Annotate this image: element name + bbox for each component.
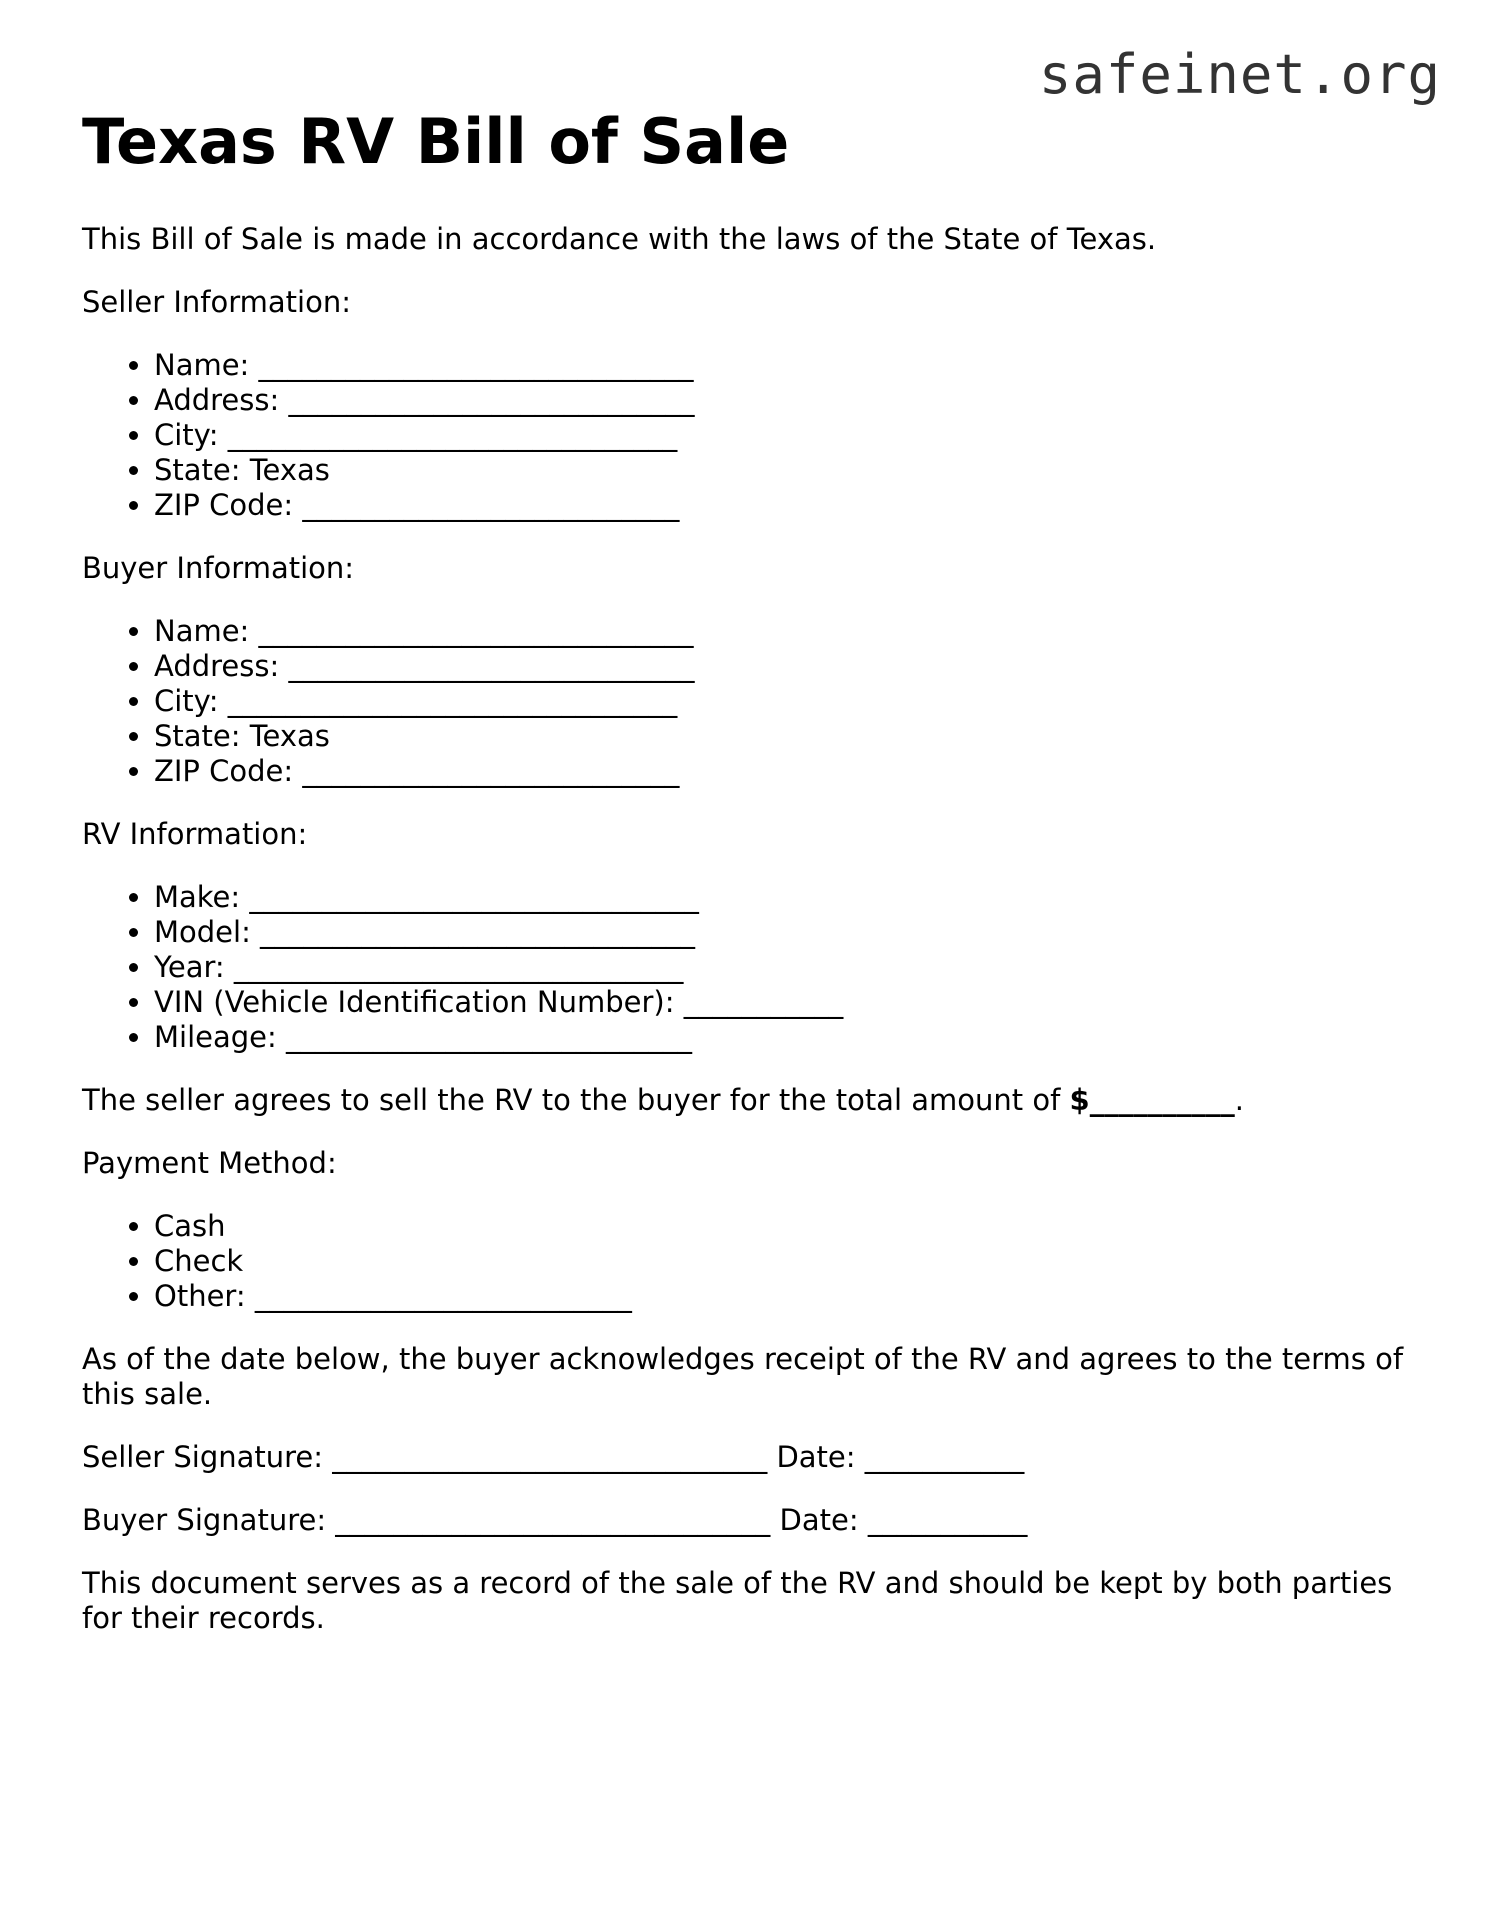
rv-section-heading: RV Information:: [82, 817, 308, 852]
payment-option-cash: • Cash: [154, 1209, 1412, 1244]
seller-signature-line: Seller Signature: ______________________________ Date: ___________: [82, 1440, 1025, 1475]
seller-city-field: • City: _______________________________: [154, 418, 1412, 453]
document-body: [82, 105, 1412, 1664]
seller-name-field: • Name: ______________________________: [154, 348, 1412, 383]
payment-method-list: [82, 1209, 1412, 1314]
buyer-state-field: • State: Texas: [154, 719, 1412, 754]
intro-paragraph: This Bill of Sale is made in accordance with the laws of the State of Texas.: [82, 222, 1157, 257]
price-text: The seller agrees to sell the RV to the buyer for the total amount of: [82, 1083, 1070, 1118]
seller-zip-field: • ZIP Code: __________________________: [154, 488, 1412, 523]
price-amount-field: $__________: [1069, 1083, 1235, 1118]
closing-paragraph: This document serves as a record of the sale of the RV and should be kept by both parties for their records.: [82, 1566, 1393, 1636]
rv-info-list: [82, 880, 1412, 1055]
buyer-name-field: • Name: ______________________________: [154, 614, 1412, 649]
payment-section-heading: Payment Method:: [82, 1146, 337, 1181]
rv-vin-field: • VIN (Vehicle Identification Number): ___________: [154, 985, 1412, 1020]
watermark: safeinet.org: [1038, 43, 1441, 106]
buyer-city-field: • City: _______________________________: [154, 684, 1412, 719]
acknowledgement-paragraph: As of the date below, the buyer acknowledges receipt of the RV and agrees to the terms of this sale.: [82, 1342, 1404, 1412]
rv-mileage-field: • Mileage: ____________________________: [154, 1020, 1412, 1055]
buyer-section-heading: Buyer Information:: [82, 551, 355, 586]
buyer-info-list: [82, 614, 1412, 789]
price-period: .: [1234, 1083, 1244, 1118]
payment-option-other: • Other: __________________________: [154, 1279, 1412, 1314]
buyer-signature-line: Buyer Signature: ______________________________ Date: ___________: [82, 1503, 1028, 1538]
buyer-address-field: • Address: ____________________________: [154, 649, 1412, 684]
buyer-zip-field: • ZIP Code: __________________________: [154, 754, 1412, 789]
seller-info-list: [82, 348, 1412, 523]
rv-year-field: • Year: _______________________________: [154, 950, 1412, 985]
rv-make-field: • Make: _______________________________: [154, 880, 1412, 915]
seller-state-field: • State: Texas: [154, 453, 1412, 488]
seller-address-field: • Address: ____________________________: [154, 383, 1412, 418]
seller-section-heading: Seller Information:: [82, 285, 351, 320]
document-title: Texas RV Bill of Sale: [82, 105, 790, 178]
payment-option-check: • Check: [154, 1244, 1412, 1279]
rv-model-field: • Model: ______________________________: [154, 915, 1412, 950]
price-paragraph: [82, 1083, 1412, 1118]
